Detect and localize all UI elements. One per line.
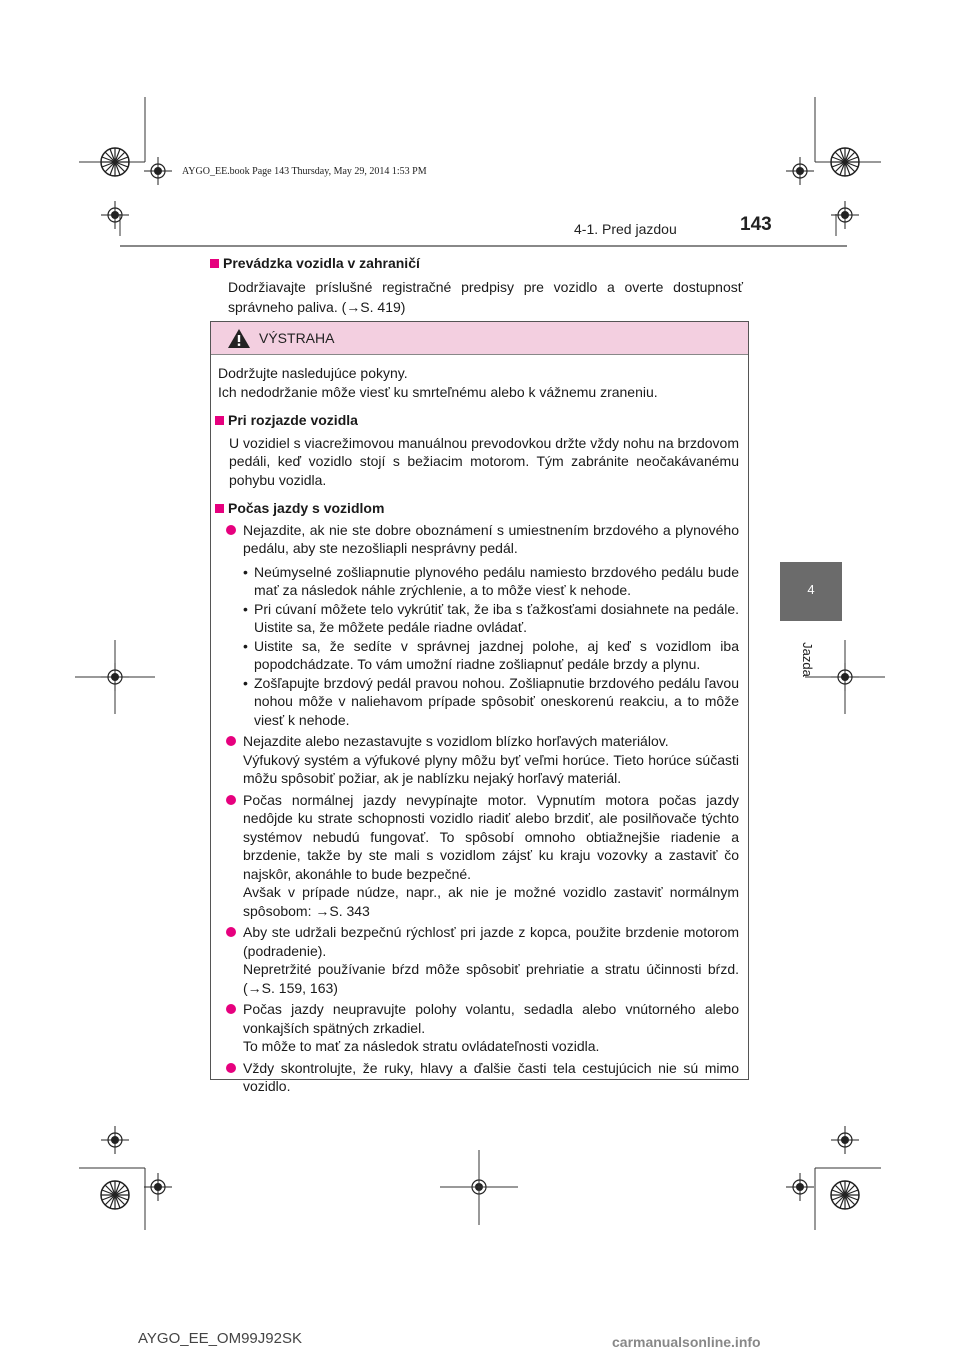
- document-code: AYGO_EE_OM99J92SK: [138, 1330, 302, 1347]
- circle-bullet-icon: [226, 736, 236, 746]
- square-bullet-icon: [215, 504, 224, 513]
- circle-bullet-icon: [226, 525, 236, 535]
- circle-bullet-icon: [226, 1004, 236, 1014]
- circle-bullet-icon: [226, 1063, 236, 1073]
- bullet-item: Nejazdite, ak nie ste dobre oboznámení s umiestnením brzdového a plynového pedálu, aby ste nezošliapli nesprávny pedál.: [211, 521, 748, 558]
- sub-bullet-item: • Zošľapujte brzdový pedál pravou nohou. Zošliapnutie brzdového pedálu ľavou nohou môže v naliehavom prípade spôsobiť oneskorenú reakciu, a to môže viesť k nehode.: [243, 674, 739, 728]
- warning-intro: Dodržujte nasledujúce pokyny.: [218, 365, 408, 381]
- warning-content: [211, 364, 748, 1096]
- bullet-item: Aby ste udržali bezpečnú rýchlosť pri jazde z kopca, použite brzdenie motorom (podradenie). Nepretržité používanie bŕzd môže spôsobiť prehriatie a stratu účinnosti bŕzd. (→S. 159, 163): [211, 923, 748, 997]
- section-heading: Prevádzka vozidla v zahraničí: [210, 255, 420, 271]
- circle-bullet-icon: [226, 927, 236, 937]
- bullet-item: Počas normálnej jazdy nevypínajte motor. Vypnutím motora počas jazdy nedôjde ku strate schopnosti vozidlo riadiť alebo brzdiť, ale posilňovače týchto systémov nebudú fungovať. To spôsobí omnoho obtiažnejšie riadenie a brzdenie, takže by ste mali s vozidlom zájsť ku kraju vozovky a zastaviť čo najskôr, akonáhle to bude bezpečné. Avšak v prípade núdze, napr., ak nie je možné vozidlo zastaviť normálnym spôsobom: →S. 343: [211, 791, 748, 921]
- sub-bullet-item: • Pri cúvaní môžete telo vykrútiť tak, že iba s ťažkosťami dosiahnete na pedále. Uistite sa, že môžete pedále riadne ovládať.: [243, 600, 739, 635]
- subheading: Počas jazdy s vozidlom: [211, 499, 748, 518]
- section-title: 4-1. Pred jazdou: [574, 221, 677, 237]
- bullet-item: Počas jazdy neupravujte polohy volantu, sedadla alebo vnútorného alebo vonkajších spätných zrkadiel. To môže to mať za následok stratu ovládateľnosti vozidla.: [211, 1000, 748, 1056]
- warning-triangle-icon: [227, 328, 251, 349]
- chapter-number: 4: [807, 582, 815, 597]
- square-bullet-icon: [215, 416, 224, 425]
- circle-bullet-icon: [226, 795, 236, 805]
- bullet-item: Nejazdite alebo nezastavujte s vozidlom blízko horľavých materiálov. Výfukový systém a výfukové plyny môžu byť veľmi horúce. Tieto horúce súčasti môžu spôsobiť požiar, ak je nablízku nejaký horľavý materiál.: [211, 732, 748, 788]
- subheading: Pri rozjazde vozidla: [211, 411, 748, 430]
- section-body: Dodržiavajte príslušné registračné predpisy pre vozidlo a overte dostupnosť správneho paliva. (→S. 419): [228, 279, 743, 315]
- sub-bullet-item: • Neúmyselné zošliapnutie plynového pedálu namiesto brzdového pedálu bude mať za následok náhle zrýchlenie, a to môže viesť k nehode.: [243, 563, 739, 598]
- sub-bullet-item: • Uistite sa, že sedíte v správnej jazdnej polohe, aj keď s vozidlom iba popodchádzate. To vám umožní riadne zošliapnuť pedále brzdy a plynu.: [243, 637, 739, 672]
- page-number: 143: [740, 214, 772, 235]
- warning-intro: Ich nedodržanie môže viesť ku smrteľnému alebo k vážnemu zraneniu.: [218, 383, 658, 400]
- file-stamp: AYGO_EE.book Page 143 Thursday, May 29, 2014 1:53 PM: [182, 166, 427, 177]
- square-bullet-icon: [210, 259, 219, 268]
- warning-box: [210, 321, 749, 1094]
- bullet-item: Vždy skontrolujte, že ruky, hlavy a ďalšie časti tela cestujúcich nie sú mimo vozidlo.: [211, 1059, 748, 1096]
- warning-header: [211, 322, 748, 355]
- chapter-label: Jazda: [799, 642, 815, 677]
- header-rule: [120, 245, 847, 247]
- paragraph: U vozidiel s viacrežimovou manuálnou prevodovkou držte vždy nohu na brzdovom pedáli, keď vozidlo stojí s bežiacim motorom. Tým zabránite neočakávanému pohybu vozidla.: [229, 434, 739, 488]
- warning-label: VÝSTRAHA: [259, 330, 335, 346]
- site-watermark: carmanualsonline.info: [612, 1334, 761, 1350]
